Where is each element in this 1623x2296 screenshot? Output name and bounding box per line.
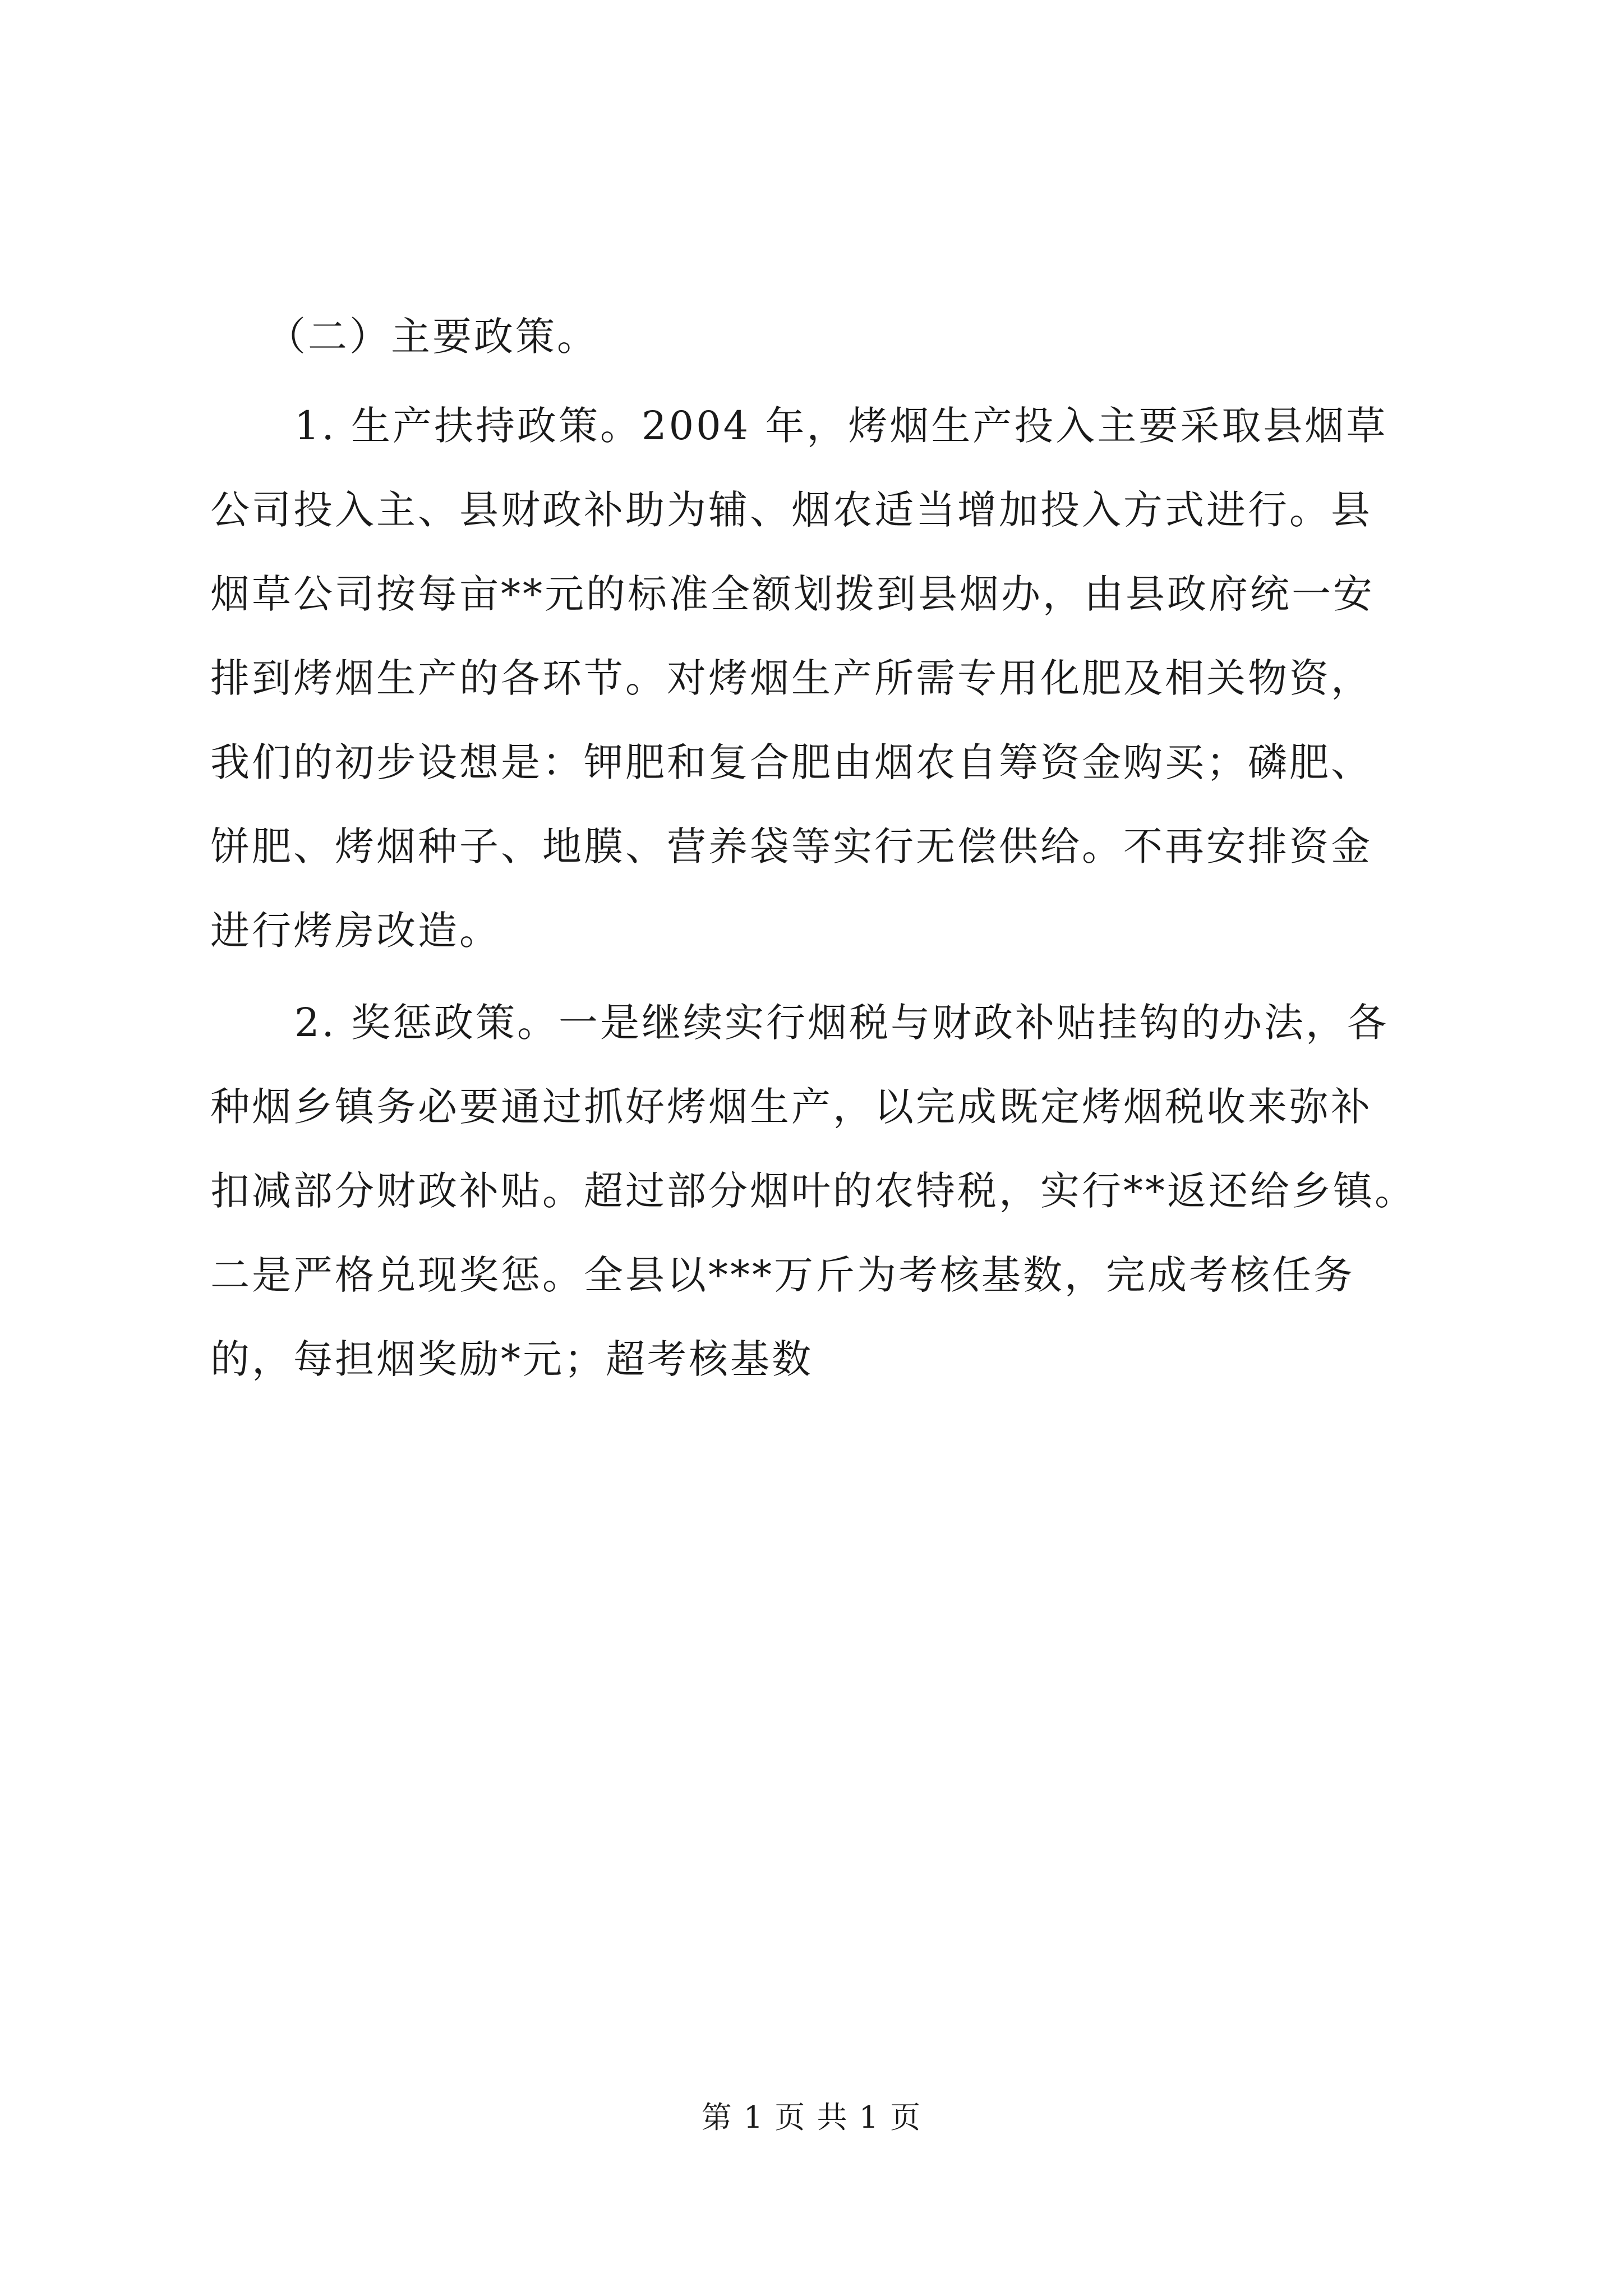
paragraph-line: 公司投入主、县财政补助为辅、烟农适当增加投入方式进行。县 [210,487,1372,533]
paragraph-rewards-penalties [210,981,1422,1401]
paragraph-line: 进行烤房改造。 [210,908,501,954]
paragraph-line: 饼肥、烤烟种子、地膜、营养袋等实行无偿供给。不再安排资金 [210,823,1372,869]
paragraph-line: 排到烤烟生产的各环节。对烤烟生产所需专用化肥及相关物资， [210,655,1372,701]
document-body [210,297,1422,1401]
section-heading: （二）主要政策。 [266,314,598,360]
paragraph-production-support [210,384,1422,973]
paragraph-line: 2. 奖惩政策。一是继续实行烟税与财政补贴挂钩的办法，各 [294,1000,1389,1046]
paragraph-line: 我们的初步设想是：钾肥和复合肥由烟农自筹资金购买；磷肥、 [210,739,1372,785]
paragraph-line: 二是严格兑现奖惩。全县以***万斤为考核基数，完成考核任务 [210,1252,1355,1298]
paragraph-line: 种烟乡镇务必要通过抓好烤烟生产，以完成既定烤烟税收来弥补 [210,1084,1372,1130]
paragraph-line: 扣减部分财政补贴。超过部分烟叶的农特税，实行**返还给乡镇。 [210,1168,1416,1214]
paragraph-line: 烟草公司按每亩**元的标准全额划拨到县烟办，由县政府统一安 [210,571,1375,617]
paragraph-line: 1. 生产扶持政策。2004 年，烤烟生产投入主要采取县烟草 [294,403,1388,449]
paragraph-line: 的，每担烟奖励*元；超考核基数 [210,1336,813,1382]
page-footer: 第 1 页 共 1 页 [701,2100,922,2135]
